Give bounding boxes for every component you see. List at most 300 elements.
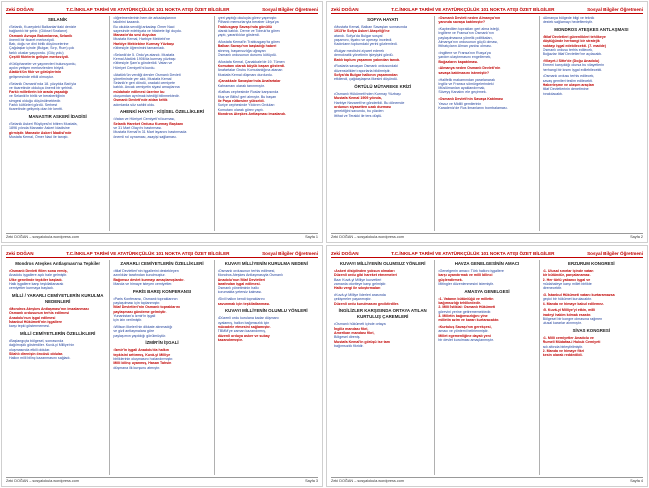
text-line: azınlıklar tarafından kurulmuştur.	[113, 273, 166, 278]
text-line: Osmanlı ordusu terhis edilecek,	[542, 47, 593, 52]
page-footer	[331, 477, 643, 484]
text-line: demokratik yönetimin işleyişini gördü.	[334, 53, 394, 58]
text-line: bağlantılı bir şehir. (Göksel Sıralanır)	[9, 29, 68, 34]
document-page-4	[326, 245, 648, 487]
text-line: olarak katıldı. Derne ve Tobruk'ta görev	[217, 28, 281, 33]
paragraph-block	[218, 79, 315, 88]
paragraph-block	[543, 59, 640, 72]
text-line: Selanik Hareket Ordusu Kurmay Başkanı	[113, 121, 184, 126]
text-line: • Almanya bölgede bilgi ve teknik	[543, 16, 640, 20]
text-line: zamanla otoriteye karşı gelmiştir.	[334, 281, 387, 286]
text-line: Çağdaşlar içinde (Bulgar, Sırp, Rum) çok	[9, 46, 75, 51]
text-line: iradeyi hakim kılmak esastır.	[542, 312, 592, 317]
paragraph-block	[334, 293, 431, 306]
page-header	[331, 5, 643, 14]
header-author: Zeki DOĞAN	[331, 7, 359, 12]
text-line: • öğretmenlerinin hem de arkadaşlarının	[113, 16, 210, 20]
text-line: Osmanlı Avrupa Bakımlarına, Selanik	[9, 33, 73, 38]
paragraph-block	[113, 348, 210, 369]
text-line: Batılı toplum yaşamını yakından tanıdı.	[334, 57, 401, 62]
text-line: aydın yetişen merkezlerden biriydi.	[9, 66, 65, 71]
text-line: 2. Manda ve himaye fikri	[542, 348, 585, 353]
page-number: Sayfa 4	[630, 479, 643, 483]
text-line: destek sağlamayı hedeflemiştir.	[542, 20, 593, 25]
document-page-3	[1, 245, 323, 487]
text-line: ticaretinde gelişmiş olan bir kentti.	[9, 107, 63, 112]
text-line: Mondros Ateşkes Antlaşması imzalandı.	[217, 111, 286, 116]
text-line: Manda ve himaye isteyen cemiyetler.	[113, 281, 173, 286]
footer-credit: Zeki DOĞAN – sosyalokula.wordpress.com	[331, 479, 405, 483]
text-line: Halkın milli bilinç kazanmasını sağladı.	[9, 356, 71, 361]
text-line: Ermeni karışıklığı olursa bu vilayetlerin	[542, 63, 605, 68]
section-title: MİLLİ / YARARLI CEMİYETLERİN KURULMA NEDENLERİ	[11, 292, 104, 304]
text-line: 4. Manda ve himaye kabul edilemez.	[542, 301, 604, 306]
header-author: Zeki DOĞAN	[6, 7, 34, 12]
text-line: cemiyetler kurmaya başladı.	[9, 286, 54, 291]
text-line: • Selanik Askeri Rüştiyesi'ni bitiren Mustafa,	[9, 122, 106, 126]
text-line: bir bütündür, parçalanamaz.	[542, 273, 591, 278]
text-line: savunmak için teşkilatlanması.	[217, 301, 271, 306]
text-line: • Selanik, Kuzeydeki Balkanlar'daki denizle	[9, 25, 106, 29]
paragraph-block	[438, 16, 535, 25]
paragraph-block	[543, 74, 640, 95]
text-line: Halk işgallere karşı teşkilatlanarak	[9, 281, 64, 286]
text-line: atandı. Sofya'da Bulgar sosyal	[334, 33, 383, 38]
text-line: girmiştir. Manastır Askeri İdadisi'nde	[9, 130, 72, 135]
text-line: Çeşitli fikirlerin gelişim merkeziydi.	[9, 55, 69, 60]
text-line: Mustafa Kemal, Harbiye Mektebi'ne	[113, 37, 170, 42]
text-line: rütbesiyle Şam'a gönderildi. Vatan ve	[113, 61, 173, 66]
text-line: • Osmanlı ordusunun terhis edilmesi,	[218, 269, 315, 273]
text-line: alınmış, başarısızlığa uğrayan	[217, 48, 266, 53]
text-line: • Selanik Osmanlı'nda 18. yüzyılda Batı'yla	[9, 82, 106, 86]
text-line: • Wilson İlkeleri'nin dikkate alınmadığı	[113, 325, 210, 329]
header-role: Sosyal Bilgiler Öğretmeni	[587, 251, 643, 256]
page-number: Sayfa 2	[630, 235, 643, 239]
text-line: Bağımsız devlet kurmayı amaçlamışlardır.	[113, 277, 185, 282]
text-line: Anadolu'nun İtilaf Devletleri	[217, 277, 266, 282]
page-number: Sayfa 3	[305, 479, 318, 483]
text-line: • Kuvâ-yi Milliye liderleri arasında	[334, 293, 431, 297]
text-line: Milli bilinç uyanmış, Hasan Tahsin	[113, 361, 172, 366]
paragraph-block	[218, 90, 315, 116]
page-number: Sayfa 1	[305, 235, 318, 239]
text-line: gerektiğini savundu, bu yüzden	[334, 109, 384, 114]
text-line: Süveyş Kanalını ele geçirmek.	[438, 90, 487, 95]
text-line: Müslümanları ayaklandırmak,	[438, 86, 486, 91]
text-line: mücadele etmesini sağlamıştır.	[217, 324, 271, 329]
section-title: AMASYA GENELGESİ	[464, 288, 510, 294]
text-line: herhangi bir kısmı işgal edilebilecekti.	[542, 67, 603, 72]
text-line: Mustafa Kemal 1909 yılında,	[334, 96, 382, 101]
text-line: Düzenli ordu kurulmasını geciktirdiler.	[334, 301, 400, 306]
text-line: • İtilaf Devletleri güvenlikleri tehlikeye	[543, 35, 640, 39]
paragraph-block	[9, 269, 106, 290]
text-line: rütbesiyle öğrenimini tamamladı.	[113, 46, 166, 51]
text-line: Farklı kültürleri gördü. Serbest	[9, 103, 58, 108]
text-line: Mondros Ateşkes Antlaşmasıyla Osmanlı	[217, 273, 283, 278]
header-author: Zeki DOĞAN	[331, 251, 359, 256]
text-line: • Mondros Ateşkes Antlaşması'nın imzalanması	[9, 307, 106, 311]
text-line: Harbiye Mektebine Kurmay Yüzbaşı	[113, 41, 174, 46]
text-line: Osmanlı Devleti'nde atılan kritik	[113, 98, 168, 103]
text-line: ve ticaretinde oldukça önemli bir şehirdi.	[9, 85, 73, 90]
paragraph-block	[438, 51, 535, 64]
text-line: önemli bir ticaret merkeziydi.	[9, 37, 55, 42]
text-line: • Çanakkale Savaşları'nda Anafartalar	[218, 79, 315, 83]
text-line: • 3. İstanbul Hükümeti vatanı kurtaramazsa	[543, 293, 640, 297]
text-line: Trablusgarp Savaşı'nda gönüllü	[217, 24, 272, 29]
text-line: Batı, doğu ve dini birlik düşüncelerine	[9, 42, 69, 47]
paragraph-block	[113, 73, 210, 107]
text-line: gelişmesinde etkili olmuştur.	[9, 74, 54, 79]
text-line: Anadolu'nun işgal edilmesi	[9, 315, 56, 320]
text-line: milletin azim ve kararı kurtaracaktır.	[438, 318, 500, 323]
text-line: Boğazlar İtilaf Devletleri'ne açılacaktı.	[542, 52, 603, 57]
text-line: görevini yerine getirememektedir.	[438, 309, 492, 314]
text-line: paylaşması gündeme gelmiştir.	[113, 309, 167, 314]
text-line: Düzenli ordu gibi hareket etmemeleri	[334, 273, 397, 278]
text-line: İngiliz mandası fikri,	[334, 326, 369, 331]
section-title: Mondros Ateşkes Antlaşması'na Tepkiler	[15, 261, 101, 266]
text-line: • Mustafa Kemal, Çanakkale'de 19. Tümen	[218, 60, 315, 64]
text-line: korumakta yetersiz kalması.	[217, 290, 263, 295]
text-line: • Osmanlı Devleti'nin Savaşa Katılması	[438, 97, 535, 101]
paragraph-block	[543, 336, 640, 357]
text-line: ve gizli antlaşmalara göre	[113, 329, 155, 334]
text-line: Osmanlı yönetiminin halkı	[217, 286, 259, 291]
text-line: takdirini kazandı.	[113, 20, 141, 25]
text-line: Hürriyet Cemiyeti'ni kurdu.	[113, 65, 156, 70]
text-line: çekişmeler yaşanmıştır.	[334, 297, 372, 302]
section-title: SİVAS KONGRESİ	[572, 328, 611, 334]
text-line: Osmanlı ordusunun durumu kötüydü.	[217, 52, 277, 57]
text-line: karşı uyandırmak ve milli bilinci	[438, 273, 493, 278]
paragraph-block	[438, 66, 535, 75]
text-line: • Bulgar meclisini ziyaret ederek	[334, 49, 431, 53]
text-line: Anadolu işgallere açık hale gelmiştir.	[9, 273, 68, 278]
text-line: Farklı milletlerin bir arada yaşadığı	[9, 90, 69, 95]
text-line: • 1. Ulusal sınırlar içinde vatan	[543, 269, 640, 273]
paragraph-block	[113, 297, 210, 323]
text-line: geçici bir hükümet kurulacaktır.	[542, 297, 592, 302]
text-line: müdahale edilmesi üzerine bu	[113, 89, 165, 94]
text-line: İngiltere ve Fransa'nın Osmanlı'nın	[438, 31, 494, 36]
section-title: SOFYA HAYATI	[367, 17, 399, 22]
paragraph-block	[334, 64, 431, 81]
text-line: 2. Milli İstiklal: Osmanlı Hükümeti	[438, 305, 496, 310]
document-page-1	[1, 1, 323, 243]
text-line: Selanik'e geri döndü, oradaki cemiyete	[113, 81, 175, 86]
page-columns	[6, 16, 318, 231]
text-line: için izin verilmiştir.	[113, 318, 143, 323]
text-line: • Almanya neden Osmanlı Devleti'nin	[438, 66, 535, 70]
text-line: Mustafa Kemal'in 31 Mart isyanını bastırmada	[113, 130, 187, 135]
paragraph-block	[438, 78, 535, 95]
text-line: • Kurtuluş Savaşı'nın gerekçesi,	[438, 325, 535, 329]
text-line: ordunun siyasetten uzak durması	[334, 104, 392, 109]
text-line: İttihatçıların Alman yanlısı olması.	[438, 44, 492, 49]
text-line: • Mustafa Kemal, Balkan Savaşları sonrasında	[334, 25, 431, 29]
text-line: dağılmışlık gösterdiler. Kuvâ-yi Milliye'nin	[9, 343, 75, 348]
section-title: KUVAYI MİLLİYENİN KURULMA NEDENİ	[224, 261, 308, 266]
text-line: Amerikan mandası fikri,	[334, 330, 375, 335]
text-line: paylaşılmasına yönelik politikaları,	[438, 35, 493, 40]
text-line: Bazı Kuvâ-yi Milliye kuvvetleri	[334, 277, 382, 282]
text-line: • 1. Milli cemiyetler Anadolu ve	[543, 336, 640, 340]
section-title: MİLLİ CEMİYETLERİN ÖZELLİKLERİ	[19, 330, 96, 336]
text-line: • Kütüphaneler ve yayınevleri bulunuyordu,	[9, 62, 106, 66]
text-line: yaşamını, tiyatro ve operayı inceledi.	[334, 37, 393, 42]
text-column	[6, 260, 110, 475]
text-line: oluşmasında etkili oldular.	[9, 347, 51, 352]
text-column	[435, 260, 539, 475]
section-title: MANASTIR ASKERİ İDADİSİ	[28, 114, 87, 120]
text-line: paylaşılması için toplanmıştır.	[113, 300, 161, 305]
section-title: KUVAYI MİLLİYENİN OLUMLU YÖNLERİ	[225, 308, 308, 314]
text-line: önemli rol oynaması, asayişi sağlaması.	[113, 134, 177, 139]
paragraph-block	[438, 325, 535, 342]
footer-credit: Zeki DOĞAN – sosyalokula.wordpress.com	[331, 235, 405, 239]
paragraph-block	[334, 269, 431, 290]
text-line: • 1. Vatanın bütünlüğü ve milletin	[438, 297, 535, 301]
paragraph-block	[218, 316, 315, 342]
text-line: oyalamış, halkın bağımsızlık için	[217, 320, 270, 325]
text-line: simgesi olduğu düşünülmektedir.	[9, 98, 62, 103]
text-column	[215, 16, 318, 231]
paragraph-block	[543, 35, 640, 56]
paragraph-block	[113, 325, 210, 338]
text-line: Mitingler düzenlenmesini istemiştir.	[438, 281, 494, 286]
page-header	[331, 249, 643, 258]
text-line: Rumeli Müdafaa-i Hukuk Cemiyeti	[542, 340, 601, 345]
text-line: • Mustafa Kemal'in Trablusgarp'ta görev	[218, 40, 315, 44]
paragraph-block	[9, 25, 106, 59]
text-line: Bu okulda sevdiği arkadaşı Ömer Naci	[113, 24, 175, 29]
text-line: tarafından işgal edilmesi.	[217, 281, 261, 286]
text-line: ulusal kararlar alınmıştır.	[542, 321, 582, 326]
paragraph-block	[218, 16, 315, 37]
text-line: adımlarda söz sahibi oldu.	[113, 102, 156, 107]
header-title: T.C.İNKILAP TARİHİ VE ATATÜRKÇÜLÜK 101 NOKTA ATIŞI ÖZET BİLGİLER	[391, 7, 555, 12]
page-columns	[331, 260, 643, 475]
text-line: Sofya'da Bulgar halkının yaşamından	[334, 72, 398, 77]
text-line: oluşumdan ayrılmak istediği bilinmektedir.	[113, 94, 180, 99]
text-line: farklı uluslar yaşıyordu. (Göç yolu)	[9, 50, 64, 55]
text-line: Kahramanı olarak tanınmıştır.	[217, 83, 265, 88]
paragraph-block	[543, 269, 640, 290]
text-line: savaş gemileri teslim edilecekti.	[542, 78, 593, 83]
text-line: güçlendirmek.	[438, 277, 463, 282]
text-line: Yavuz ve Midilli gemilerinin	[438, 101, 482, 106]
text-column	[540, 16, 643, 231]
paragraph-block	[218, 40, 315, 57]
text-line: 1913'te Sofya Askeri Ataşeliği'ne	[334, 29, 390, 34]
text-line: Almanya'nın ordusunun güçlü olması,	[438, 39, 499, 44]
text-line: düzenli orduya asker ve subay	[217, 333, 270, 338]
text-line: • Genelgenin amacı: Türk halkını işgallere	[438, 269, 535, 273]
section-title: ÖRTÜLÜ MÜTAREKE KRİZİ	[354, 84, 412, 90]
text-line: • Osmanlı Hükümeti'nden Kurmay Yüzbaşı	[334, 92, 431, 96]
text-line: karşı tepki göstermemesi.	[9, 324, 50, 329]
text-line: Komutanı olarak büyük başarı gösterdi.	[217, 63, 286, 68]
text-line: ile Paşa rütbesine yükseldi.	[217, 99, 265, 104]
text-line: • İtilaf Devletleri'nin işgallerini destekleyen	[113, 269, 210, 273]
paragraph-block	[438, 269, 535, 286]
paragraph-block	[9, 82, 106, 112]
section-title: SELANİK	[48, 17, 68, 22]
paragraph-block	[218, 60, 315, 77]
text-line: 1896 yılında Manastır Askeri İdadisine	[9, 126, 70, 131]
text-line: • Osmanlı ordusu terhis edilecek,	[543, 74, 640, 78]
text-line: • Başlangıçta bölgesel, sonrasında	[9, 339, 106, 343]
text-line: • Ruslarla savaşan Osmanlı ordusundaki	[334, 64, 431, 68]
section-title: İZMİR'İN İŞGALİ	[145, 340, 179, 346]
text-line: Suriye cephesinde Yıldırım Orduları	[217, 103, 275, 108]
text-line: yaptı, yararlılıklar gösterdi.	[217, 33, 260, 38]
text-line: Halkı vergi ile sıkıştırmaları	[334, 286, 381, 291]
paragraph-block	[543, 308, 640, 325]
paragraph-block	[9, 307, 106, 328]
text-line: etkilendi, çağdaşlaşma ilkesini düşündü.	[334, 77, 398, 82]
paragraph-block	[218, 269, 315, 295]
text-line: • İzmir'in işgali Anadolu'da halkın	[113, 348, 210, 352]
text-line: yönetiminde yer aldı, Mustafa Kemal	[113, 76, 172, 81]
text-line: İngiliz ve Fransız sömürgelerindeki	[438, 81, 494, 86]
text-line: 3. Milletin bağımsızlığını yine	[438, 313, 488, 318]
page-columns	[331, 16, 643, 231]
page-header	[6, 249, 318, 258]
header-title: T.C.İNKILAP TARİHİ VE ATATÜRKÇÜLÜK 101 NOKTA ATIŞI ÖZET BİLGİLER	[66, 7, 230, 12]
text-line: düşmana ilk kurşunu atmıştır.	[113, 365, 161, 370]
text-line: adı altında birleştirilmiştir.	[542, 344, 583, 349]
text-line: tepkisini arttırmış, Kuvâ-yi Milliye	[113, 352, 171, 357]
text-line: Ülke genelinde tepkiler başladı.	[9, 277, 63, 282]
text-line: 2. Her türlü yabancı işgal ve	[542, 277, 591, 282]
footer-credit: Zeki DOĞAN – sosyalokula.wordpress.com	[6, 479, 80, 483]
text-line: • Selanik'de 5. Ordu'ya atandı. Mustafa	[113, 53, 210, 57]
text-line: Silahlı direnişin öncüsü oldular.	[9, 351, 64, 356]
text-line: kesin olarak reddedildi.	[542, 353, 583, 358]
text-column	[331, 16, 435, 231]
text-line: • Vatan ve Hürriyet Cemiyeti'ni kurması,	[113, 117, 210, 121]
text-line: • Osmanlı hükümeti içinde ortaya	[334, 322, 431, 326]
text-line: • Vilayet-i Sitte'de (Doğu Anadolu)	[543, 59, 640, 63]
text-column	[215, 260, 318, 475]
text-line: yanında savaşa katılmıştır?	[438, 20, 486, 25]
text-line: • Atatürk'ün verdiği dersler Osmanlı Devleti	[113, 73, 210, 77]
text-line: kazandırmıştır.	[217, 337, 243, 342]
paragraph-block	[113, 269, 210, 286]
text-line: • Sivil halkın kendi topraklarını	[218, 297, 315, 301]
text-line: bağımsızlık fikridir.	[334, 343, 364, 348]
text-line: • yeri yaptığı okuluyla görev yapmıştır.	[218, 16, 315, 20]
page-footer	[6, 477, 318, 484]
text-column	[331, 260, 435, 475]
text-line: Osmanlı ordusunun terhis edilmesi	[9, 311, 70, 316]
header-author: Zeki DOĞAN	[6, 251, 34, 256]
page-footer	[6, 233, 318, 240]
text-line: • Osmanlı Devleti neden Almanya'nın	[438, 16, 535, 20]
header-title: T.C.İNKILAP TARİHİ VE ATATÜRKÇÜLÜK 101 NOKTA ATIŞI ÖZET BİLGİLER	[66, 251, 230, 256]
text-line: İstanbul Hükümeti'nin işgallere	[9, 319, 62, 324]
section-title: PARİS BARIŞ KONFERANSI	[132, 288, 192, 294]
text-line: • 5. Kuvâ-yi Milliye'yi etkin, milli	[543, 308, 640, 312]
paragraph-block	[438, 297, 535, 323]
text-line: noktayı işgal edebilecekti. (7. madde)	[542, 43, 606, 48]
text-line: bir devlet kurulması amaçlanmıştır.	[438, 337, 494, 342]
text-line: Manastır'da sesi duyulan	[113, 33, 156, 38]
paragraph-block	[9, 62, 106, 79]
text-line: Karadeniz'de Rus limanlarını bombalaması.	[438, 105, 508, 110]
text-line: ve Selanik'in birlik ve beraberliğinin	[9, 94, 65, 99]
section-title: KUVAYI MİLLİYENİN OLUMSUZ YÖNLERİ	[339, 261, 426, 266]
text-line: • Kaybedilen toprakları geri alma isteği,	[438, 27, 535, 31]
section-title: ERZURUM KONGRESİ	[568, 261, 615, 266]
paragraph-block	[9, 122, 106, 139]
paragraph-block	[113, 117, 210, 138]
section-title: ZARARLI CEMİYETLERİN ÖZELLİKLERİ	[120, 261, 204, 266]
text-line: • Askeri disiplinden yoksun olmaları	[334, 269, 431, 273]
text-line: düştüğünde herhangi bir stratejik	[542, 39, 600, 44]
text-line: müdahaleye karşı millet birlikte	[542, 281, 592, 286]
text-line: paylaşımın yapıldığı görülmüştür.	[113, 333, 167, 338]
text-line: • Halifelik makamından yararlanarak	[438, 78, 535, 82]
text-column	[6, 16, 110, 231]
section-title: AHENKİ HAYATI · KİŞİSEL ÖZELLİKLERİ	[119, 109, 205, 115]
text-line: Balkan Savaşı'nın başladığı haberi	[217, 44, 277, 49]
text-line: Bölgesel bir kongre olmasına rağmen	[542, 316, 603, 321]
text-line: Mustafa Kemal, Ömer Naci ile tanıştı.	[9, 135, 69, 140]
document-page-2	[326, 1, 648, 243]
text-line: İttihat ve Terakki ile ters düştü.	[334, 113, 383, 118]
header-role: Sosyal Bilgiler Öğretmeni	[262, 251, 318, 256]
paragraph-block	[9, 339, 106, 360]
paragraph-block	[218, 297, 315, 306]
text-line: birliklerinin oluşmasını hızlandırmıştır.	[113, 356, 174, 361]
header-role: Sosyal Bilgiler Öğretmeni	[587, 7, 643, 12]
text-line: amacı ve yöntemi belirlenmiştir.	[438, 329, 489, 334]
paragraph-block	[438, 27, 535, 48]
paragraph-block	[113, 53, 210, 70]
section-title: İNGİLİZLER KARŞISINDA ORTAYA ATILAN KURTULUŞ ÇAREMLERİ	[338, 308, 427, 320]
text-line: • Düzenli ordu kurulana kadar düşmanı	[218, 316, 315, 320]
section-title: HAVZA GENELGESİNİN AMACI	[454, 261, 520, 266]
section-title: MONDROS ATEŞKES ANTLAŞMASI	[554, 27, 629, 33]
text-line: ve 31 Mart Olayı'nı bastırması.	[113, 126, 163, 131]
text-line: Mustafa Kemal düşmanı durdurdu.	[217, 72, 273, 77]
header-role: Sosyal Bilgiler Öğretmeni	[262, 7, 318, 12]
text-column	[110, 16, 214, 231]
paragraph-block	[438, 97, 535, 110]
text-line: Haberleşme ve ulaşım araçları	[542, 83, 595, 88]
text-line: Pilhanlı memurlarıyla beraber Libya'ya	[217, 20, 279, 25]
text-line: İtilaf Devletlerinin denetimine	[542, 87, 589, 92]
text-line: bağımsızlığı tehlikededir.	[438, 300, 481, 305]
text-line: Kadınların toplumdaki yerini gözlemledi.	[334, 42, 398, 47]
text-column	[435, 16, 539, 231]
text-line: Kemal Atatürk 1906'da kurmay yüzbaşı	[113, 57, 176, 62]
text-line: Millet egemenliğine dayalı yeni	[438, 333, 491, 338]
text-line: savaşa katılmasını istemiştir?	[438, 70, 490, 75]
text-line: Yunanistan'a İzmir'in işgali	[113, 313, 156, 318]
text-line: Atatürk'ün fikir ve görüşlerinin	[9, 70, 62, 75]
text-line: İtilaf Devletleri'nin Osmanlı topraklarını	[113, 305, 180, 310]
text-line: • İngiltere ve Fransa'nın Rusya'ya	[438, 51, 535, 55]
text-line: • Kafkas cephesinde Ruslar karşısında	[218, 90, 315, 94]
text-line: sayesinde edebiyata ve hitabete ilgi duydu.	[113, 28, 182, 33]
page-header	[6, 5, 318, 14]
